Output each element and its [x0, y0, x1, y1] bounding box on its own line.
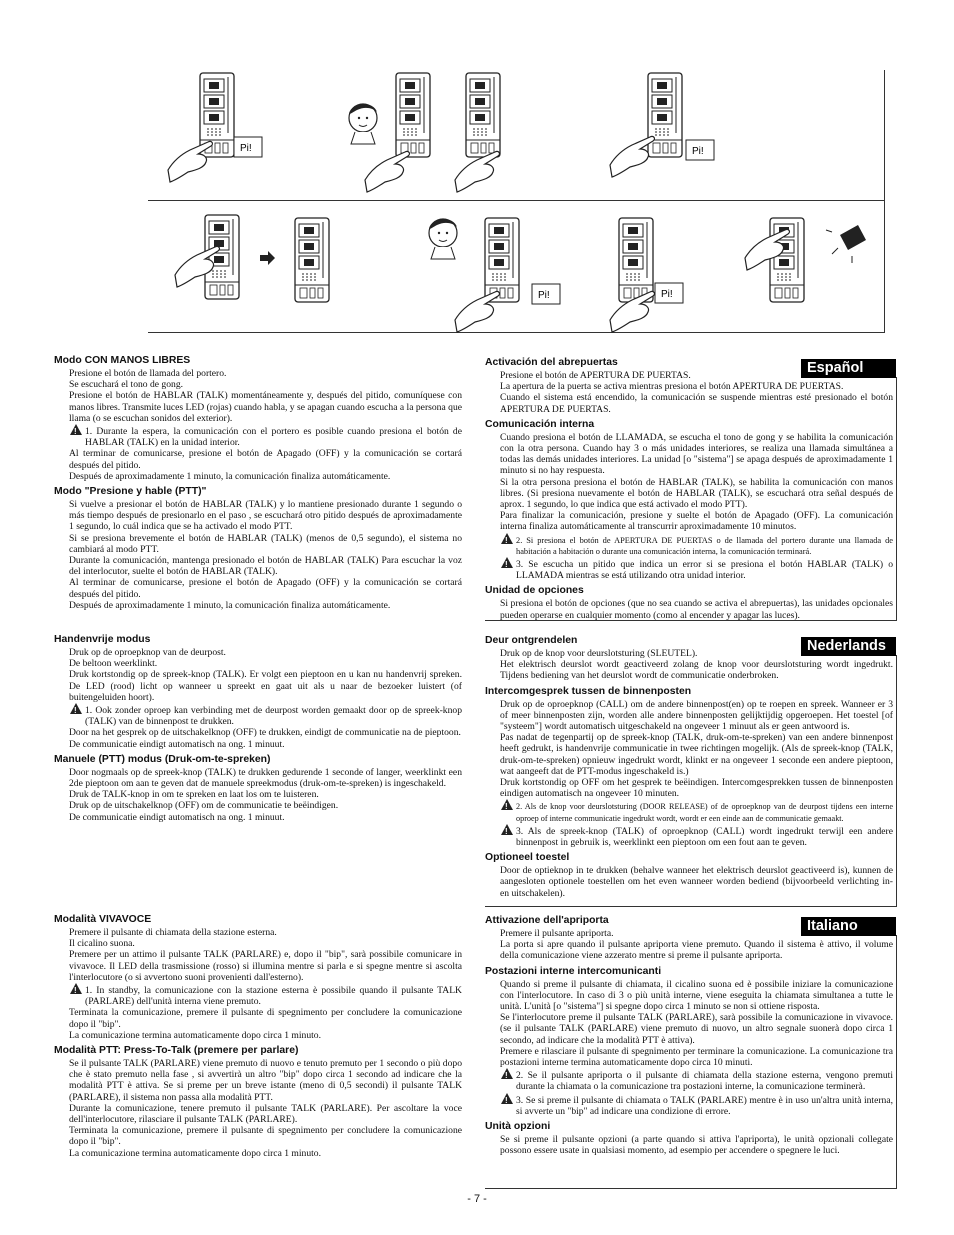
heading: Unidad de opciones: [485, 585, 584, 597]
svg-text:Pi!: Pi!: [240, 143, 252, 154]
paragraph: Se il pulsante TALK (PARLARE) viene premuto di nuovo e tenuto premuto per 1 secondo o più dopo che è stato premuto nella fase , si avvertirà un altro "bip" dopo circa 1 secondo ad indicare che la modalità PTT è attiva. Se si preme per un breve istante (meno di 0,5 secondi) il pulsante TALK (PARLARE), il sistema non passa alla modalità PTT.: [69, 1058, 462, 1103]
nl-right-rule: [896, 655, 897, 906]
heading: Intercomgesprek tussen de binnenposten: [485, 685, 692, 697]
paragraph: Presione el botón de llamada del portero.: [69, 368, 227, 379]
it-door-release: [485, 915, 893, 962]
svg-text:Pi!: Pi!: [661, 289, 673, 300]
paragraph: Door nogmaals op de spreek-knop (TALK) te drukken gedurende 1 seconde of langer, weerklinkt een 2de pieptoon om aan te geven dat de manuele spreekmodus (druk-om-te-spreken) is ingeschakeld.: [69, 766, 462, 790]
heading: Attivazione dell'apriporta: [485, 915, 609, 926]
paragraph: Cuando el sistema está encendido, la comunicación se suspende mientras esté presionado el botón APERTURA DE PUERTAS.: [500, 392, 893, 415]
nl-door-release: [485, 635, 893, 682]
paragraph: Al terminar de comunicarse, presione el botón de Apagado (OFF) y la comunicación se cortará después del pitido.: [69, 577, 462, 600]
paragraph: Druk op de oproepknop van de deurpost.: [69, 647, 226, 658]
heading: Postazioni interne intercomunicanti: [485, 965, 662, 977]
paragraph: Después de aproximadamente 1 minuto, la comunicación finaliza automáticamente.: [69, 470, 391, 482]
paragraph: Se l'interlocutore preme il pulsante TALK (PARLARE), sarà possibile la comunicazione in vivavoce. (se il pulsante TALK (PARLARE) viene premuto di nuovo, un altro segnale suonerà dopo circa 1 secondo, ad indicare che la modalità PTT è attiva).: [500, 1012, 893, 1046]
paragraph: Pas nadat de tegenpartij op de spreek-knop (TALK, druk-om-te-spreken) van een andere binnenpost heeft gedrukt, is handenvrije communicatie in twee richtingen mogelijk. (Als de spreek-knop (TALK, druk-om-te-spreken) opnieuw ingedrukt wordt, klinkt er na ongeveer 1 seconde een andere pieptoon, wat aangeeft dat de PTT-modus ingeschakeld is.): [500, 732, 893, 777]
es-intercom: [485, 419, 893, 582]
caution-note: !2. Si presiona el botón de APERTURA DE PUERTAS o de llamada del portero durante una llamada de habitación a habitación o durante una comunicación interna, la comunicación terminará.: [485, 533, 893, 557]
es-ptt: [54, 486, 462, 611]
svg-text:Pi!: Pi!: [538, 290, 550, 301]
paragraph: De communicatie eindigt automatisch na ong. 1 minuut.: [69, 738, 285, 750]
caution-note: !2. Als de knop voor deurslotsturing (DOOR RELEASE) of de oproepknop van de deurpost tijdens een interne oproep of interne communicatie ingedrukt wordt, wordt er een einde aan de communicatie gemaakt.: [485, 799, 893, 823]
paragraph: Presione el botón de APERTURA DE PUERTAS.: [500, 370, 691, 381]
paragraph: Para finalizar la comunicación, presione y suelte el botón de Apagado (OFF). La comunicación interna finaliza automáticamente al transcurrir aproximadamente 10 minutos.: [500, 510, 893, 533]
warning-icon: [70, 703, 82, 714]
paragraph: Premere e rilasciare il pulsante di spegnimento per terminare la comunicazione. La comunicazione tra postazioni interne termina automaticamente dopo circa 10 minuti.: [500, 1045, 893, 1069]
warning-icon: [501, 557, 513, 568]
es-right-column: [485, 357, 893, 621]
nl-options: [485, 852, 893, 899]
paragraph: La porta si apre quando il pulsante apriporta viene premuto. Quando il sistema è attivo, il volume della comunicazione viene azzerato mentre si preme il pulsante apriporta.: [500, 939, 893, 962]
warning-icon: [501, 799, 513, 810]
es-handsfree: [54, 355, 462, 482]
caution-note: !1. Durante la espera, la comunicación con el portero es posible cuando presiona el botón de HABLAR (TALK) en la unidad interior.: [54, 424, 462, 448]
warning-icon: [70, 983, 82, 994]
warning-icon: [70, 424, 82, 435]
heading: Optioneel toestel: [485, 852, 570, 864]
paragraph: La comunicazione termina automaticamente dopo circa 1 minuto.: [69, 1147, 322, 1159]
caution-note: !1. In standby, la comunicazione con la stazione esterna è possibile quando il pulsante TALK (PARLARE) dell'unità interna viene premuto.: [54, 983, 462, 1007]
paragraph: Si la otra persona presiona el botón de HABLAR (TALK), se habilita la comunicación con manos libres. (Si presiona nuevamente el botón de HABLAR (TALK), se escuchará otra señal después de aprox. 1 segundo, lo que indica que está activado el modo PTT).: [500, 476, 893, 511]
caution-note: !3. Se si preme il pulsante di chiamata o TALK (PARLARE) mentre è in uso un'altra unità interna, si avverte un "bip" ad indicare una condizione di errore.: [485, 1093, 893, 1117]
it-intercom: [485, 966, 893, 1117]
heading: Comunicación interna: [485, 418, 595, 430]
paragraph: Quando si preme il pulsante di chiamata, il cicalino suona ed è possibile iniziare la comunicazione con l'interlocutore. In caso di 3 o più unità interne, viene eseguita la chiamata simultanea a tutte le unità. L'unità [o "sistema"] si spegne dopo circa 1 minuto se non si ottiene risposta.: [500, 978, 893, 1013]
it-right-rule: [896, 935, 897, 1188]
paragraph: Druk kortstondig op OFF om het gesprek te beëindigen. Intercomgesprekken tussen de binnenposten eindigen automatisch na ongeveer 10 minuten.: [500, 777, 893, 800]
heading: Modalità VIVAVOCE: [54, 914, 152, 925]
paragraph: Het elektrisch deurslot wordt geactiveerd zolang de knop voor deurslotsturing wordt ingedrukt. Tijdens bediening van het deurslot wordt de communicatie onderbroken.: [500, 659, 893, 682]
warning-icon: [501, 1068, 513, 1079]
paragraph: Al terminar de comunicarse, presione el botón de Apagado (OFF) y la comunicación se cortará después del pitido.: [69, 448, 462, 471]
paragraph: Door de optieknop in te drukken (behalve wanneer het elektrisch deurslot geactiveerd is), kunnen de aangesloten optionele toestellen om het even wanneer worden bediend (bijvoorbeeld verlichting in- en uitschakelen).: [500, 865, 893, 899]
it-left-column: [54, 914, 462, 1159]
caution-note: !3. Als de spreek-knop (TALK) of oproepknop (CALL) wordt ingedrukt terwijl een andere binnenpost in gebruik is, weerklinkt een pieptoon om een fout aan te geven.: [485, 824, 893, 848]
paragraph: Se si preme il pulsante opzioni (a parte quando si attiva l'apriporta), le unità opzionali collegate possono essere usate in qualsiasi momento, ad esempio per accendere o spegnere le luci.: [500, 1134, 893, 1157]
paragraph: Si presiona el botón de opciones (que no sea cuando se activa el abrepuertas), las unidades opcionales pueden operarse en cualquier momento (como al encender y apagar las luces).: [500, 598, 893, 621]
heading: Modo CON MANOS LIBRES: [54, 355, 191, 366]
warning-icon: [501, 1093, 513, 1104]
paragraph: Premere il pulsante apriporta.: [500, 928, 614, 939]
paragraph: Terminata la comunicazione, premere il pulsante di spegnimento per concludere la comunicazione dopo il "bip".: [69, 1125, 462, 1148]
caution-note: !3. Se escucha un pitido que indica un error si se presiona el botón HABLAR (TALK) o LLAMADA mientras se está utilizando otra unidad interior.: [485, 557, 893, 581]
paragraph: Se escuchará el tono de gong.: [69, 379, 184, 391]
warning-icon: [501, 533, 513, 544]
svg-text:Pi!: Pi!: [692, 146, 704, 157]
paragraph: Si se presiona brevemente el botón de HABLAR (TALK) (menos de 0,5 segundo), el sistema no cambiará al modo PTT.: [69, 532, 462, 555]
paragraph: Durante la comunicazione, tenere premuto il pulsante TALK (PARLARE). Per ascoltare la voce dell'interlocutore, rilasciare il pulsante TALK (PARLARE).: [69, 1102, 462, 1126]
heading: Modalità PTT: Press-To-Talk (premere per parlare): [54, 1045, 299, 1057]
caution-note: !2. Se il pulsante apriporta o il pulsante di chiamata della stazione esterna, vengono premuti durante la chiamata o la comunicazione tra postazioni interne, la comunicazione terminerà.: [485, 1068, 893, 1092]
es-left-column: [54, 355, 462, 611]
paragraph: Il cicalino suona.: [69, 938, 135, 950]
nl-bottom-rule: [485, 906, 897, 907]
nl-right-column: [485, 635, 893, 899]
it-bottom-rule: [485, 1188, 897, 1189]
language-label-es: Español: [801, 359, 896, 378]
nl-handsfree: [54, 634, 462, 750]
paragraph: Premere per un attimo il pulsante TALK (PARLARE) e, dopo il "bip", sarà possibile comunicare in vivavoce. Il LED della trasmissione (rosso) si illumina mentre si parla e si spegne mentre si ascolta l'interlocutore (o si avvertono suoni provenienti dall'esterno).: [69, 949, 462, 983]
warning-icon: [501, 824, 513, 835]
heading: Modo "Presione y hable (PTT)": [54, 486, 207, 498]
paragraph: Druk op de uitschakelknop (OFF) om de communicatie te beëindigen.: [69, 800, 339, 812]
es-options: [485, 585, 893, 620]
nl-left-column: [54, 634, 462, 823]
language-label-it: Italiano: [801, 917, 896, 936]
paragraph: Druk op de knop voor deurslotsturing (SLEUTEL).: [500, 648, 698, 659]
paragraph: Después de aproximadamente 1 minuto, la comunicación finaliza automáticamente.: [69, 599, 391, 611]
page-number: - 7 -: [467, 1193, 487, 1205]
paragraph: La comunicazione termina automaticamente dopo circa 1 minuto.: [69, 1029, 322, 1041]
it-options: [485, 1121, 893, 1156]
nl-intercom: [485, 686, 893, 849]
paragraph: De beltoon weerklinkt.: [69, 658, 158, 670]
it-ptt: [54, 1045, 462, 1159]
language-label-nl: Nederlands: [801, 637, 896, 656]
paragraph: Terminata la comunicazione, premere il pulsante di spegnimento per concludere la comunicazione dopo il "bip".: [69, 1007, 462, 1030]
operation-illustration: [0, 0, 954, 340]
caution-note: !1. Ook zonder oproep kan verbinding met de deurpost worden gemaakt door op de spreek-knop (TALK) van de binnenpost te drukken.: [54, 703, 462, 727]
paragraph: Si vuelve a presionar el botón de HABLAR (TALK) y lo mantiene presionado durante 1 segundo o más tiempo después de presionarlo en el paso , se escuchará otro pitido después de aproximadamente 1 segundo, lo cuál indica que se ha activado el modo PTT.: [69, 499, 462, 533]
paragraph: De communicatie eindigt automatisch na ong. 1 minuut.: [69, 811, 285, 823]
heading: Deur ontgrendelen: [485, 635, 578, 646]
es-right-rule: [896, 377, 897, 620]
paragraph: Presione el botón de HABLAR (TALK) momentáneamente y, después del pitido, comuníquese con manos libres. Transmite luces LED (rojas) cuando habla, y se apagan cuando escucha a la persona que llama (o se escuchan sonidos del exterior).: [69, 390, 462, 424]
it-handsfree: [54, 914, 462, 1041]
heading: Unità opzioni: [485, 1121, 551, 1133]
it-right-column: [485, 915, 893, 1156]
paragraph: Durante la comunicación, mantenga presionado el botón de HABLAR (TALK) Para escuchar la voz del interlocutor, suelte el botón de HABLAR (TALK).: [69, 555, 462, 578]
paragraph: Druk de TALK-knop in om te spreken en laat los om te luisteren.: [69, 789, 319, 801]
heading: Handenvrije modus: [54, 634, 151, 645]
paragraph: Cuando presiona el botón de LLAMADA, se escucha el tono de gong y se habilita la comunicación con la otra persona. Cuando hay 3 o más unidades interiores, se realiza una llamada simultánea a todas las demás unidades interiores. La unidad [o "sistema"] se apaga después de aproximadamente 1 minuto si no hay respuesta.: [500, 431, 893, 477]
paragraph: Druk kortstondig op de spreek-knop (TALK). Er volgt een pieptoon en u kan nu handenvrij spreken. De LED (rood) licht op wanneer u spreekt en gaat uit als u naar de bezoeker luistert (of buitengeluiden hoort).: [69, 669, 462, 703]
heading: Manuele (PTT) modus (Druk-om-te-spreken): [54, 753, 271, 765]
paragraph: Druk op de oproepknop (CALL) om de andere binnenpost(en) op te roepen en spreek. Wanneer er 3 of meer binnenposten zijn, worden alle andere binnenposten gelijktijdig opgeroepen. Het toestel [of "systeem"] wordt automatisch uitgeschakeld na ongeveer 1 minuut als er geen antwoord is.: [500, 698, 893, 733]
heading: Activación del abrepuertas: [485, 357, 618, 368]
es-door-release: [485, 357, 893, 415]
paragraph: Premere il pulsante di chiamata della stazione esterna.: [69, 927, 277, 938]
paragraph: La apertura de la puerta se activa mientras presiona el botón APERTURA DE PUERTAS.: [500, 381, 844, 393]
nl-ptt: [54, 754, 462, 823]
paragraph: Door na het gesprek op de uitschakelknop (OFF) te drukken, eindigt de communicatie na de pieptoon.: [69, 727, 461, 739]
